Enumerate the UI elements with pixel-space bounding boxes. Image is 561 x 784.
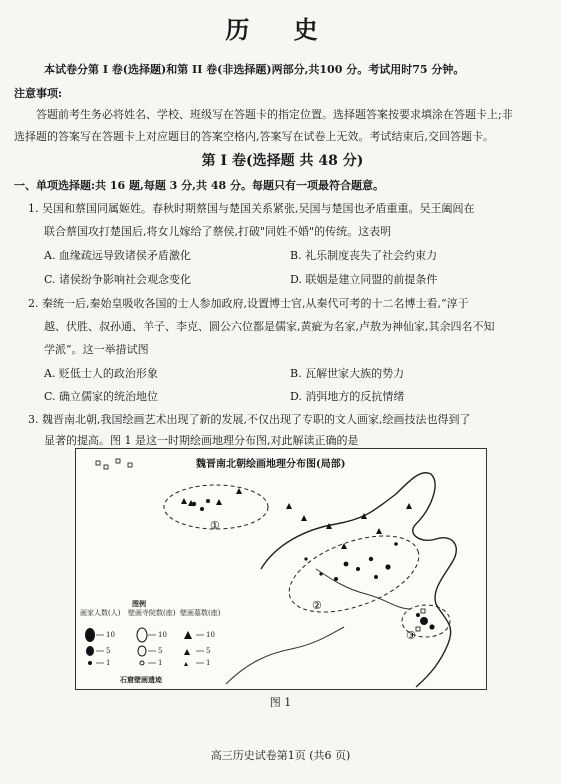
q1-stem-line-2: 联合蔡国攻打楚国后,将女儿嫁给了蔡侯,打破"同姓不婚"的传统。这表明 [44,225,392,238]
part-heading: 一、单项选择题:共 16 题,每题 3 分,共 48 分。每题只有一项最符合题意。 [14,179,384,192]
legend-painters-label: 画家人数(人) [80,609,121,617]
q1-option-c: C. 诸侯纷争影响社会观念变化 [44,273,192,286]
legend-val-10-a: 10 [106,631,115,639]
q1-option-a: A. 血缘疏远导致诸侯矛盾激化 [44,249,191,262]
river-line [226,627,344,684]
legend-val-5-c: 5 [206,647,211,655]
legend-temples-label: 壁画寺院数(座) [128,609,176,617]
q2-stem-line-1: 2. 秦统一后,秦始皇吸收各国的士人参加政府,设置博士官,从秦代可考的十二名博士看,“淳于 [28,297,469,310]
q2-option-b: B. 瓦解世家大族的势力 [290,367,405,380]
coastline [261,473,456,687]
region-label-2: ② [312,599,322,612]
river-line-2 [316,569,411,609]
notice-line-1: 答题前考生务必将姓名、学校、班级写在答题卡的指定位置。选择题答案按要求填涂在答题卡上;非 [36,108,513,121]
notice-line-2: 选择题的答案写在答题卡上对应题目的答案空格内,答案写在试卷上无效。考试结束后,交回答题卡。 [14,130,494,143]
map-title: 魏晋南北朝绘画地理分布图(局部) [196,459,346,470]
legend-val-5-b: 5 [158,647,163,655]
page-footer: 高三历史试卷第1页 (共6 页) [210,749,351,762]
section-title: 第 I 卷(选择题 共 48 分) [201,153,364,169]
legend-val-10-b: 10 [158,631,167,639]
q1-stem-line-1: 1. 吴国和蔡国同属姬姓。春秋时期蔡国与楚国关系紧张,吴国与楚国也矛盾重重。吴王阖闾在 [28,202,475,215]
q2-stem-line-2: 越、伏胜、叔孙通、羊子、李克、圆公六位都是儒家,黄疵为名家,卢敖为神仙家,其余四名不知 [44,320,495,333]
q2-option-c: C. 确立儒家的统治地位 [44,390,159,403]
legend-grotto: 石窟壁画遗迹 [120,675,162,684]
legend-val-5-a: 5 [106,647,111,655]
map-legend [80,599,228,685]
legend-tombs-label: 壁画墓数(座) [180,609,221,617]
figure-caption: 图 1 [269,696,292,709]
legend-val-1-a: 1 [106,659,111,667]
exam-intro: 本试卷分第 I 卷(选择题)和第 II 卷(非选择题)两部分,共100 分。考试用时75 分钟。 [44,63,465,76]
q3-stem-line-2: 显著的提高。图 1 是这一时期绘画地理分布图,对此解读正确的是 [44,434,359,447]
q2-stem-line-3: 学派”。这一举措试图 [44,343,149,356]
legend-title: 图例 [132,599,146,608]
legend-val-1-b: 1 [158,659,163,667]
legend-tombs [180,609,226,617]
legend-temples [128,609,176,617]
legend-val-10-c: 10 [206,631,215,639]
legend-painters [80,609,124,617]
legend-val-1-c: 1 [206,659,211,667]
q1-option-b: B. 礼乐制度丧失了社会约束力 [290,249,438,262]
painting-distribution-map [75,448,487,690]
q2-option-a: A. 贬低士人的政治形象 [44,367,158,380]
region-label-1: ① [210,519,220,532]
page-title: 历 史 [225,15,336,44]
notice-label: 注意事项: [14,87,63,100]
q2-option-d: D. 消弭地方的反抗情绪 [290,390,405,403]
q3-stem-line-1: 3. 魏晋南北朝,我国绘画艺术出现了新的发展,不仅出现了专职的文人画家,绘画技法也得到了 [28,413,471,426]
region-label-3: ③ [406,629,416,642]
q1-option-d: D. 联姻是建立同盟的前提条件 [290,273,438,286]
